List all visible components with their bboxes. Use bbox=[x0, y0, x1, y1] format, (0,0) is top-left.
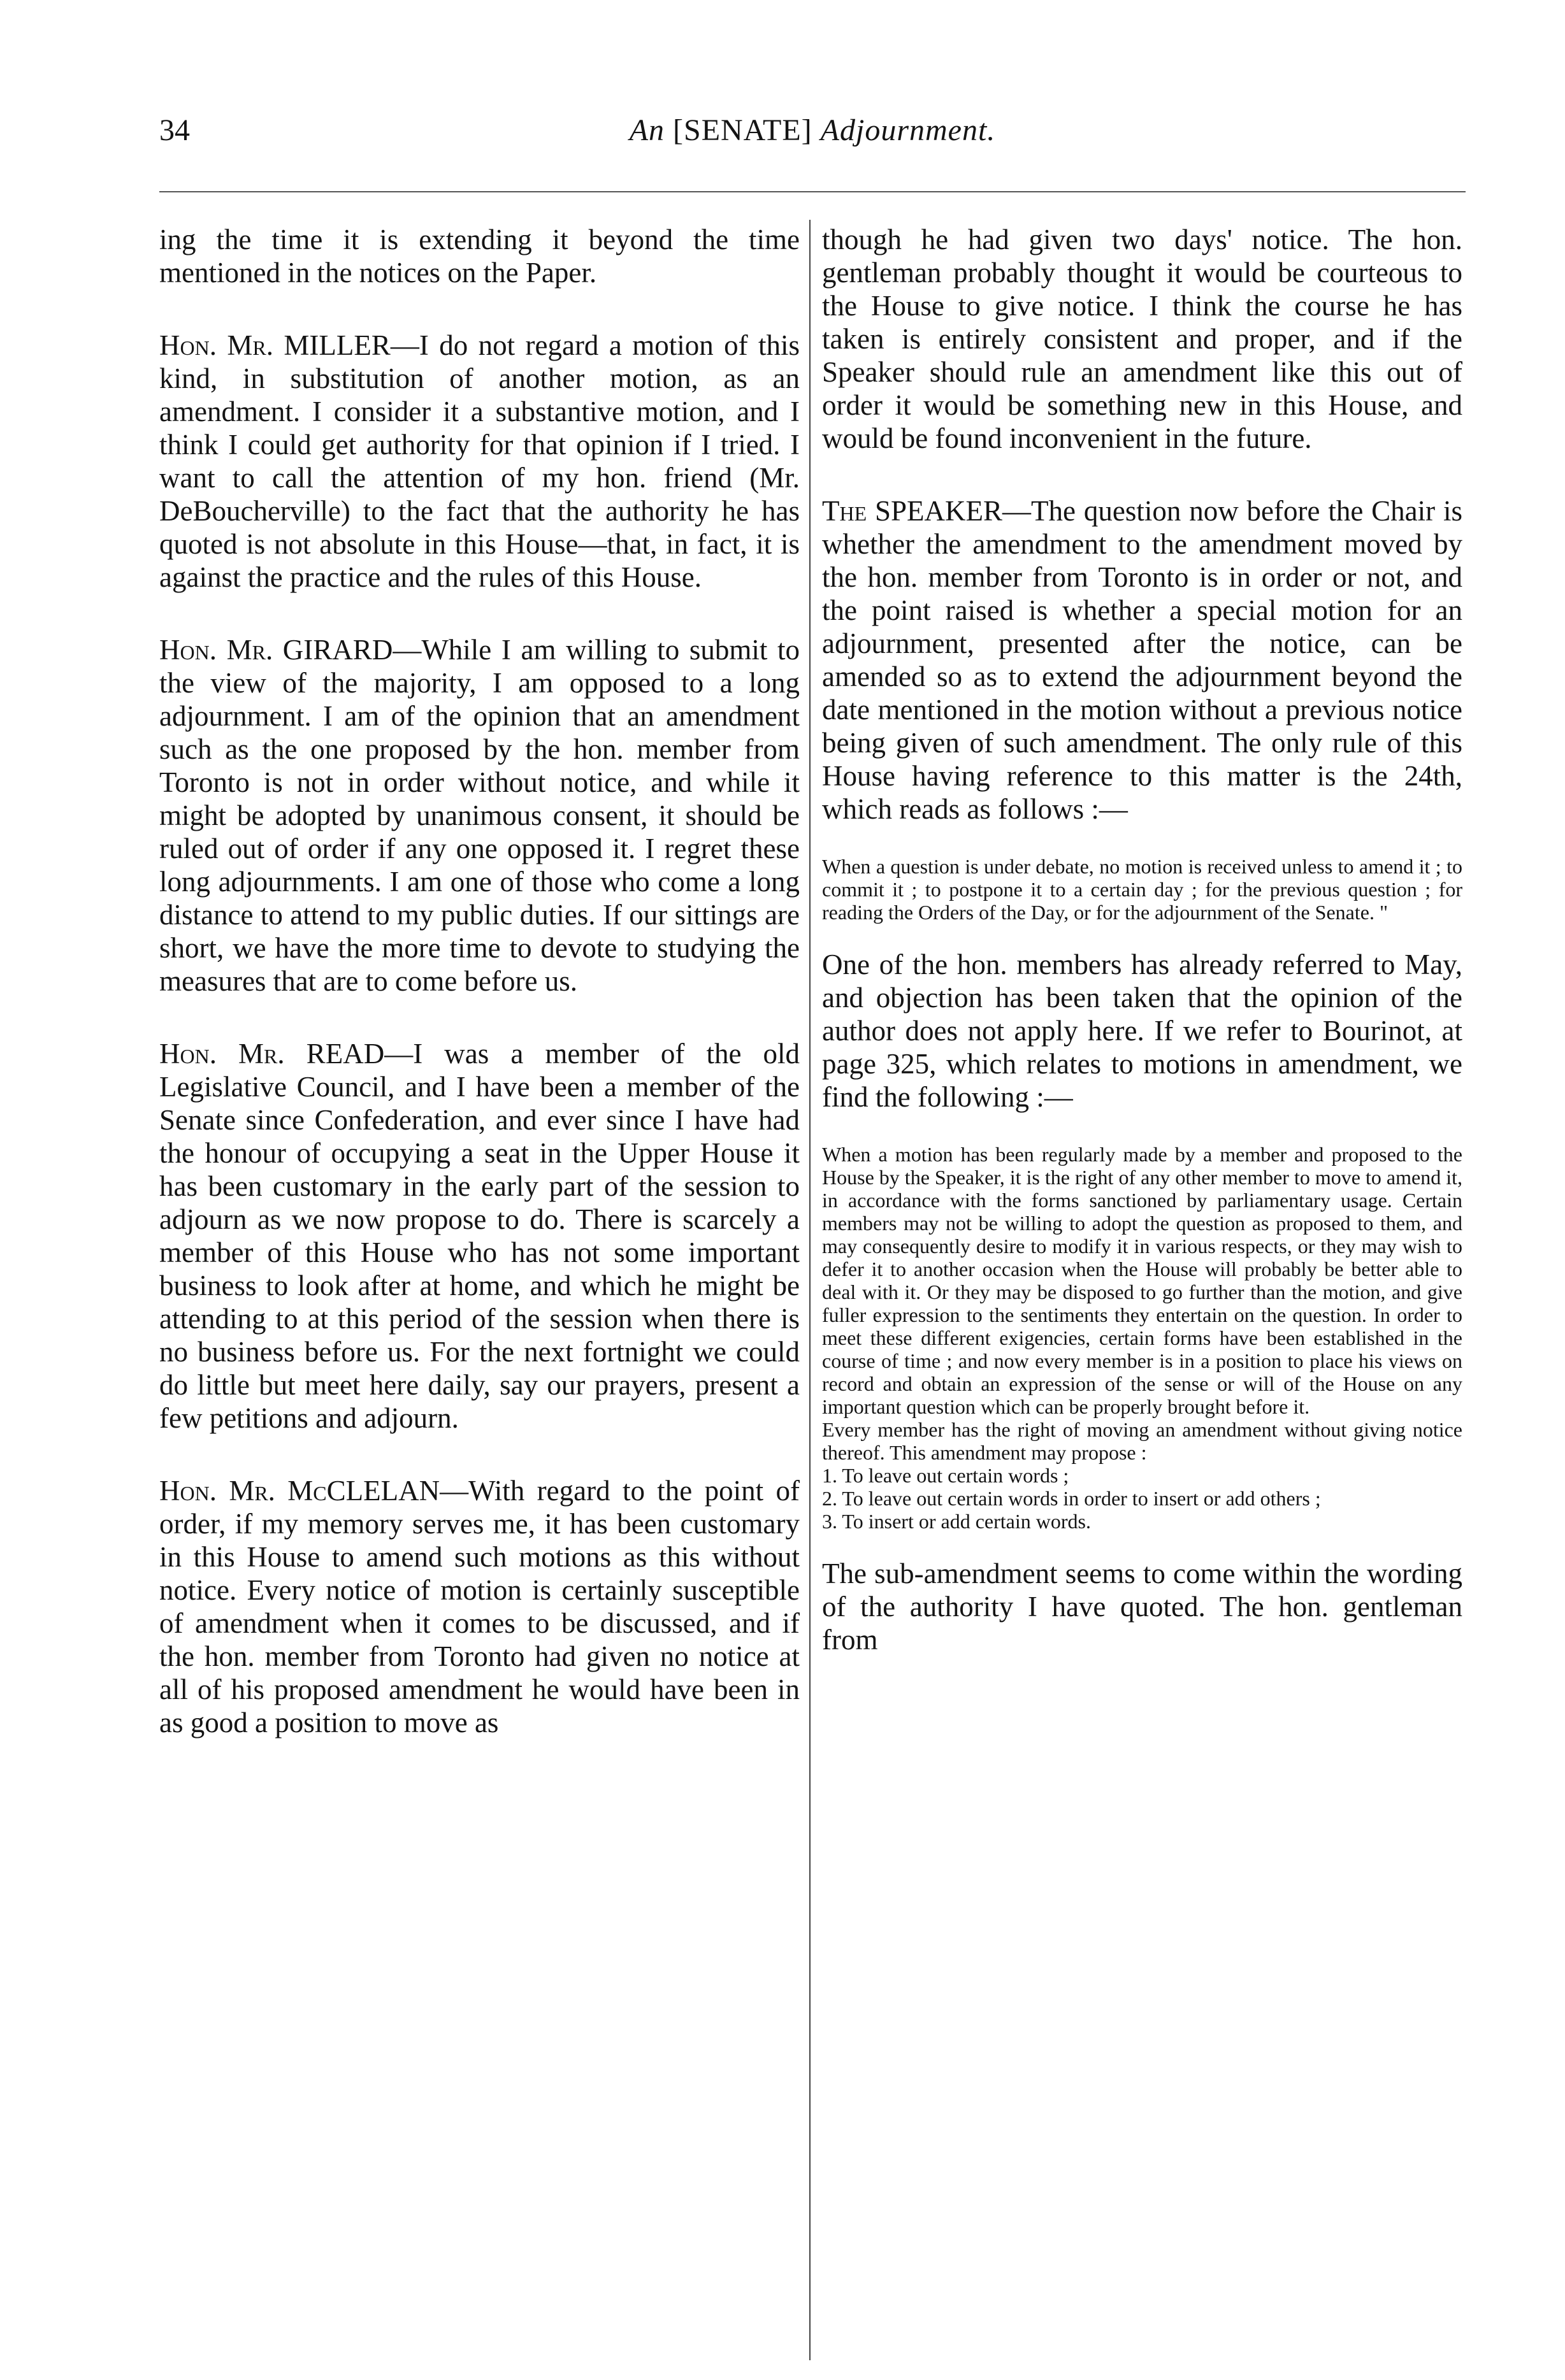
right-paragraph-4: The sub-amendment seems to come within the wording of the authority I have quoted. The hon. gentleman from bbox=[822, 1558, 1462, 1656]
running-head-center: [SENATE] bbox=[673, 113, 812, 147]
left-column bbox=[159, 223, 800, 2344]
rule-24-quote bbox=[822, 855, 1462, 924]
right-column bbox=[822, 223, 1462, 2344]
column-divider bbox=[809, 220, 811, 2360]
page-number: 34 bbox=[159, 113, 190, 147]
quote-text: When a question is under debate, no motion is received unless to amend it ; to commit it ; to postpone it to a certain day ; for the previous question ; for reading the Orders of the Day, or for the adjournment of the Senate. " bbox=[822, 855, 1462, 924]
quote-text: When a motion has been regularly made by a member and proposed to the House by the Speaker, it is the right of any other member to move to amend it, in accordance with the forms sanctioned by parliamentary usage. Certain members may not be willing to adopt the question as proposed to them, and may consequently desire to modify it in various respects, or they may wish to defer it to another occasion when the House will probably be better able to deal with it. Or they may be disposed to go further than the motion, and give fuller expression to the sentiments they entertain on the question. In order to meet these different exigencies, certain forms have been established in the course of time ; and now every member is in a position to place his views on record and obtain an expression of the sense or will of the House on any important question which can be properly brought before it. bbox=[822, 1143, 1462, 1418]
left-paragraph-1: ing the time it is extending it beyond the time mentioned in the notices on the Paper. bbox=[159, 224, 800, 289]
right-paragraph-1: though he had given two days' notice. The hon. gentleman probably thought it would be courteous to the House to give notice. I think the course he has taken is entirely consistent and proper, and if the Speaker should rule an amendment like this out of order it would be something new in this House, and would be found inconvenient in the future. bbox=[822, 224, 1462, 454]
speaker-ruling bbox=[822, 494, 1462, 826]
speaker-name: The SPEAKER bbox=[822, 495, 1003, 527]
quote-text-2: Every member has the right of moving an amendment without giving notice thereof. This amendment may propose : bbox=[822, 1418, 1462, 1464]
right-paragraph-3: One of the hon. members has already referred to May, and objection has been taken that the opinion of the author does not apply here. If we refer to Bourinot, at page 325, which relates to motions in amendment, we find the following :— bbox=[822, 949, 1462, 1113]
header-rule bbox=[159, 191, 1466, 192]
girard-statement bbox=[159, 633, 800, 998]
running-head-right: Adjournment. bbox=[820, 113, 996, 147]
read-statement bbox=[159, 1037, 800, 1435]
running-head-left: An bbox=[629, 113, 665, 147]
list-item: 3. To insert or add certain words. bbox=[822, 1510, 1091, 1533]
speaker-name: Hon. Mr. MILLER bbox=[159, 329, 391, 361]
speaker-name: Hon. Mr. GIRARD bbox=[159, 634, 393, 666]
list-item: 1. To leave out certain words ; bbox=[822, 1464, 1069, 1487]
statement-text: —I do not regard a motion of this kind, in substitution of another motion, as an amendment. I consider it a substantive motion, and I think I could get authority for that opinion if I tried. I want to call the attention of my hon. friend (Mr. DeBoucherville) to the fact that the authority he has quoted is not absolute in this House—that, in fact, it is against the practice and the rules of this House. bbox=[159, 329, 800, 593]
miller-statement bbox=[159, 329, 800, 594]
statement-text: —With regard to the point of order, if my memory serves me, it has been customary in this House to amend such motions as this without notice. Every notice of motion is certainly susceptible of amendment when it comes to be discussed, and if the hon. member from Toronto had given no notice at all of his proposed amendment he would have been in as good a position to move as bbox=[159, 1475, 800, 1738]
mcclelan-statement bbox=[159, 1474, 800, 1739]
statement-text: —I was a member of the old Legislative Council, and I have been a member of the Senate since Confederation, and ever since I have had the honour of occupying a seat in the Upper House it has been customary in the early part of the session to adjourn as we now propose to do. There is scarcely a member of this House who has not some important business to look after at home, and which he might be attending to at this period of the session when there is no business before us. For the next fortnight we could do little but meet here daily, say our prayers, present a few petitions and adjourn. bbox=[159, 1038, 800, 1434]
statement-text: —While I am willing to submit to the view of the majority, I am opposed to a long adjournment. I am of the opinion that an amendment such as the one proposed by the hon. member from Toronto is not in order without notice, and while it might be adopted by unanimous consent, it should be ruled out of order if any one opposed it. I regret these long adjournments. I am one of those who come a long distance to attend to my public duties. If our sittings are short, we have the more time to devote to studying the measures that are to come before us. bbox=[159, 634, 800, 997]
list-item: 2. To leave out certain words in order to insert or add others ; bbox=[822, 1487, 1321, 1510]
page-header bbox=[159, 111, 1466, 162]
amendment-list bbox=[822, 1464, 1462, 1533]
speaker-name: Hon. Mr. READ bbox=[159, 1038, 385, 1070]
speaker-name: Hon. Mr. McCLELAN bbox=[159, 1475, 440, 1507]
running-head bbox=[159, 111, 1466, 150]
statement-text: —The question now before the Chair is whether the amendment to the amendment moved by the hon. member from Toronto is in order or not, and the point raised is whether a special motion for an adjournment, presented after the notice, can be amended so as to extend the adjournment beyond the date mentioned in the motion without a previous notice being given of such amendment. The only rule of this House having reference to this matter is the 24th, which reads as follows :— bbox=[822, 495, 1462, 825]
bourinot-quote bbox=[822, 1143, 1462, 1533]
